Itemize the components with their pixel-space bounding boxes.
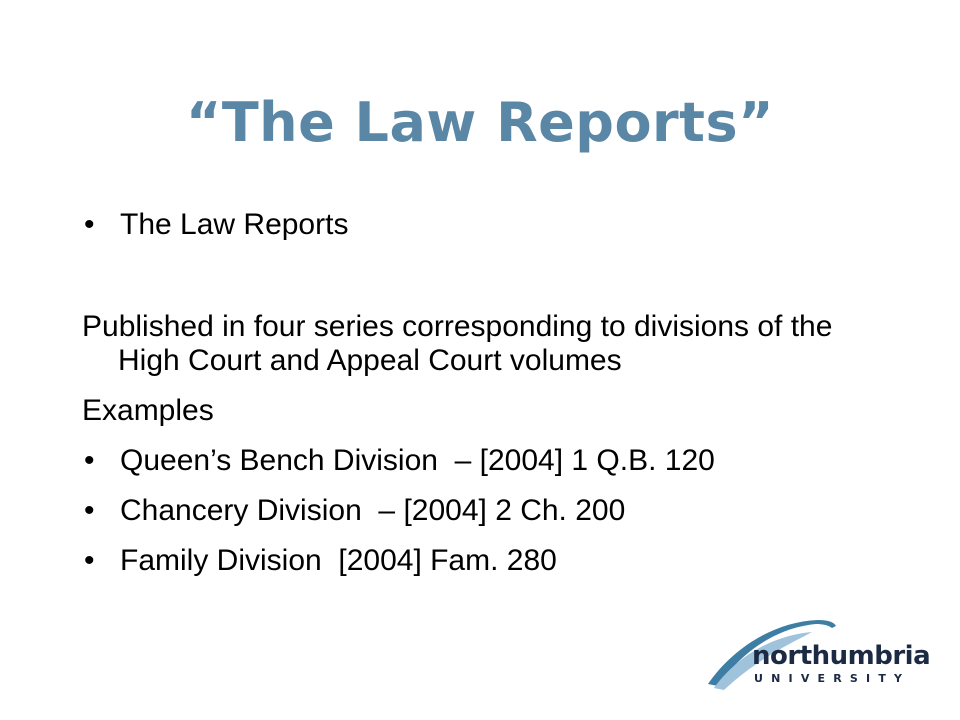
bullet-icon: • <box>84 494 95 527</box>
slide-body <box>82 208 882 578</box>
bullet-text: Queen’s Bench Division – [2004] 1 Q.B. 120 <box>120 444 715 477</box>
slide-title: “The Law Reports” <box>185 91 775 154</box>
bullet-item <box>82 544 882 578</box>
bullet-text: Family Division [2004] Fam. 280 <box>120 544 557 577</box>
bullet-text: Chancery Division – [2004] 2 Ch. 200 <box>120 494 626 527</box>
bullet-item <box>82 208 882 242</box>
bullet-icon: • <box>84 544 95 577</box>
bullet-icon: • <box>84 444 95 477</box>
paragraph: Published in four series corresponding to divisions of the High Court and Appeal Court volumes <box>82 310 833 377</box>
examples-label: Examples <box>82 394 214 427</box>
bullet-text: The Law Reports <box>120 208 349 241</box>
logo-subtitle: UNIVERSITY <box>754 672 911 685</box>
bullet-icon: • <box>84 208 95 241</box>
bullet-item <box>82 494 882 528</box>
bullet-item <box>82 444 882 478</box>
logo-name: northumbria <box>752 641 931 671</box>
northumbria-logo <box>700 612 931 692</box>
